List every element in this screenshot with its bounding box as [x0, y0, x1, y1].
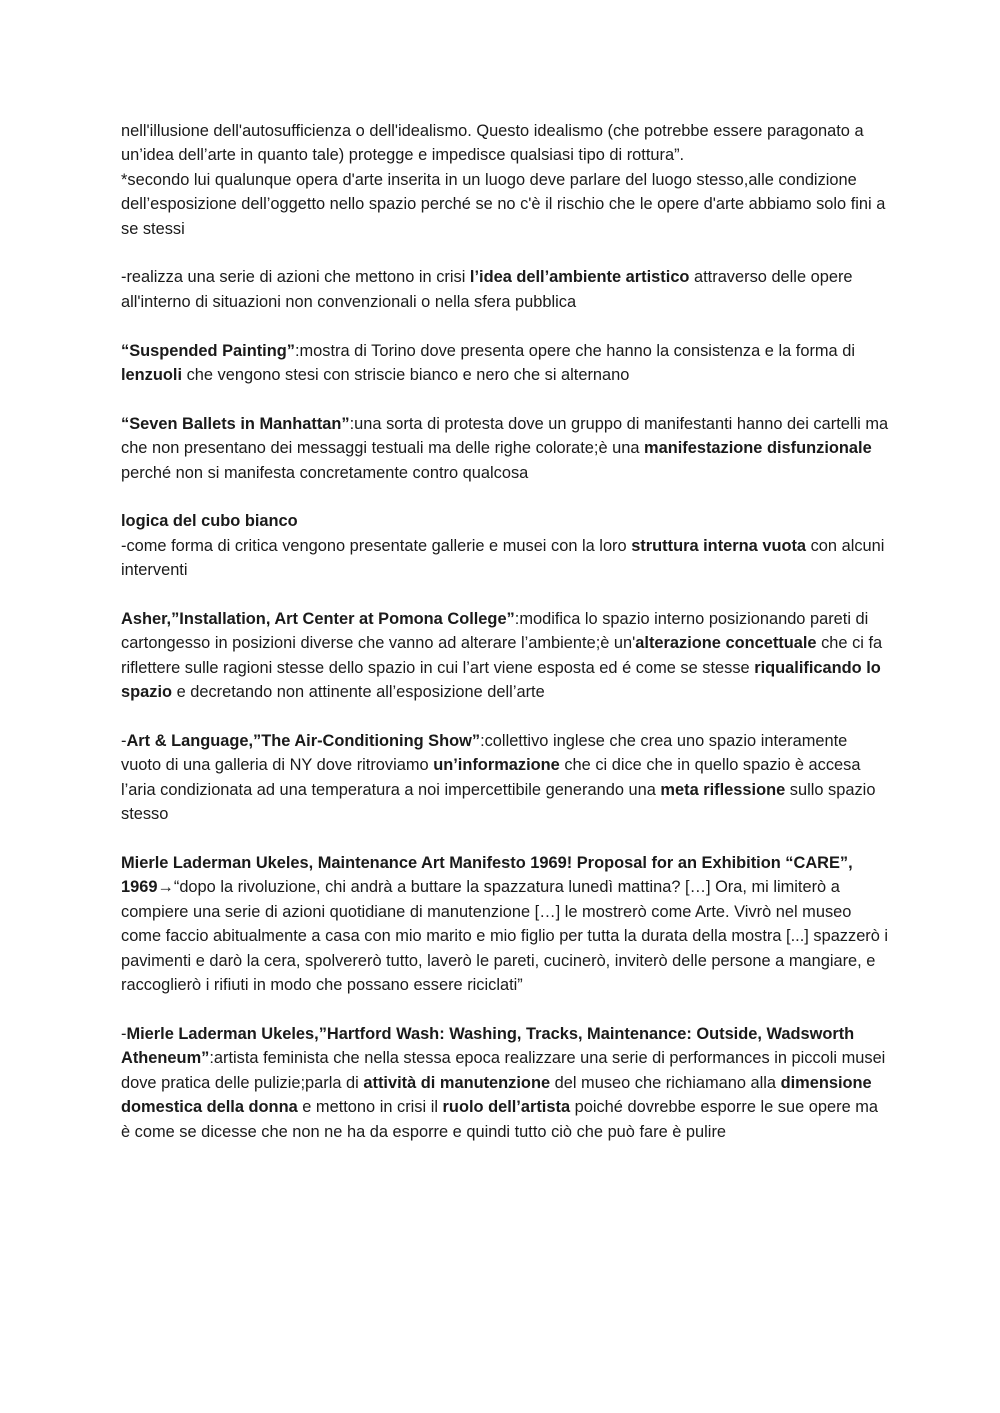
bold-text: ruolo dell’artista [442, 1098, 571, 1117]
text-run: attraverso delle opere all'interno di situazioni non convenzionali o nella sfera pubblica [121, 268, 853, 311]
text-run: che vengono stesi con striscie bianco e nero che si alternano [182, 366, 630, 385]
bold-text: Asher,”Installation, Art Center at Pomona College” [121, 610, 515, 629]
paragraph-spacer [121, 241, 891, 265]
text-run: - [121, 1024, 127, 1043]
text-run: - [121, 732, 127, 751]
text-run: con alcuni interventi [121, 536, 885, 580]
text-run: nell'illusione dell'autosufficienza o dell'idealismo. Questo idealismo (che potrebbe essere paragonato a un’idea dell’arte in quanto tale) protegge e impedisce qualsiasi tipo di rottura”. [121, 122, 864, 165]
text-run: -realizza una serie di azioni che mettono in crisi [121, 268, 470, 287]
paragraph-spacer [121, 998, 891, 1022]
bold-text: “Suspended Painting” [121, 341, 295, 360]
paragraph-spacer [121, 705, 891, 729]
text-run: -come forma di critica vengono presentate gallerie e musei con la loro [121, 536, 632, 555]
text-run: che ci fa riflettere sulle ragioni stesse dello spazio in cui l’art viene esposta ed é come se stesse [121, 634, 883, 677]
paragraph-spacer [121, 583, 891, 607]
bold-text: struttura interna vuota [631, 536, 807, 555]
paragraph [121, 607, 891, 705]
paragraph [121, 1022, 891, 1144]
bold-text: un’informazione [433, 756, 560, 775]
text-run: poiché dovrebbe esporre le sue opere ma è come se dicesse che non ne ha da esporre e quindi tutto ciò che può fare è pulire [121, 1098, 879, 1141]
bold-text: manifestazione disfunzionale [644, 439, 872, 458]
text-run: :collettivo inglese che crea uno spazio interamente vuoto di una galleria di NY dove ritroviamo [121, 732, 848, 775]
text-run: *secondo lui qualunque opera d'arte inserita in un luogo deve parlare del luogo stesso,alle condizione dell’esposizione dell’oggetto nello spazio perché se no c'è il rischio che le opere d'arte abbiamo solo fini a se stessi [121, 170, 886, 238]
paragraph-spacer [121, 827, 891, 851]
bold-text: Mierle Laderman Ukeles, Maintenance Art Manifesto 1969! Proposal for an Exhibition “CARE”, 1969 [121, 854, 853, 897]
bold-text: alterazione concettuale [635, 634, 817, 653]
text-run: che ci dice che in quello spazio è accesa l’aria condizionata ad una temperatura a noi impercettibile generando una [121, 756, 861, 799]
paragraph [121, 412, 891, 485]
bold-text: riqualificando lo spazio [121, 658, 881, 702]
text-run: del museo che richiamano alla [550, 1073, 781, 1092]
document-page [121, 119, 891, 1144]
text-run: :modifica lo spazio interno posizionando pareti di cartongesso in posizioni diverse che vanno ad alterare l’ambiente;è un' [121, 610, 869, 653]
paragraph [121, 119, 891, 241]
text-run: perché non si manifesta concretamente contro qualcosa [121, 463, 529, 482]
bold-text: lenzuoli [121, 366, 183, 385]
bold-text: Art & Language,”The Air-Conditioning Show” [126, 732, 481, 751]
bold-text: logica del cubo bianco [121, 512, 298, 531]
paragraph-spacer [121, 314, 891, 338]
paragraph [121, 265, 891, 314]
bold-text: l’idea dell’ambiente artistico [469, 268, 690, 287]
text-run: :artista feminista che nella stessa epoca realizzare una serie di performances in piccoli musei dove pratica delle pulizie;parla di [121, 1049, 886, 1092]
paragraph [121, 509, 891, 582]
bold-text: meta riflessione [660, 780, 786, 799]
paragraph-spacer [121, 485, 891, 509]
text-run: :mostra di Torino dove presenta opere che hanno la consistenza e la forma di [294, 341, 855, 360]
paragraph [121, 729, 891, 827]
bold-text: attività di manutenzione [363, 1073, 551, 1092]
text-run: sullo spazio stesso [121, 780, 876, 824]
text-run: :una sorta di protesta dove un gruppo di manifestanti hanno dei cartelli ma che non presentano dei messaggi testuali ma delle righe colorate;è una [121, 414, 889, 458]
bold-text: dimensione domestica della donna [121, 1073, 872, 1117]
paragraph-spacer [121, 387, 891, 411]
paragraph [121, 339, 891, 388]
bold-text: “Seven Ballets in Manhattan” [121, 414, 350, 433]
text-run: e decretando non attinente all’esposizione dell’arte [172, 683, 545, 702]
paragraph [121, 851, 891, 997]
text-run: →“dopo la rivoluzione, chi andrà a buttare la spazzatura lunedì mattina? […] Ora, mi limiterò a compiere una serie di azioni quotidiane di manutenzione […] le mostrerò come Arte. Vivrò nel museo come faccio abitualmente a casa con mio marito e mio figlio per tutta la durata della mostra [...] spazzerò i pavimenti e darò la cera, spolvererò tutto, laverò le pareti, cucinerò, inviterò delle persone a mangiare, e raccoglierò i rifiuti in modo che possano essere riciclati” [121, 878, 889, 995]
bold-text: Mierle Laderman Ukeles,”Hartford Wash: Washing, Tracks, Maintenance: Outside, Wadsworth Atheneum” [121, 1024, 855, 1068]
text-run: e mettono in crisi il [297, 1098, 443, 1117]
